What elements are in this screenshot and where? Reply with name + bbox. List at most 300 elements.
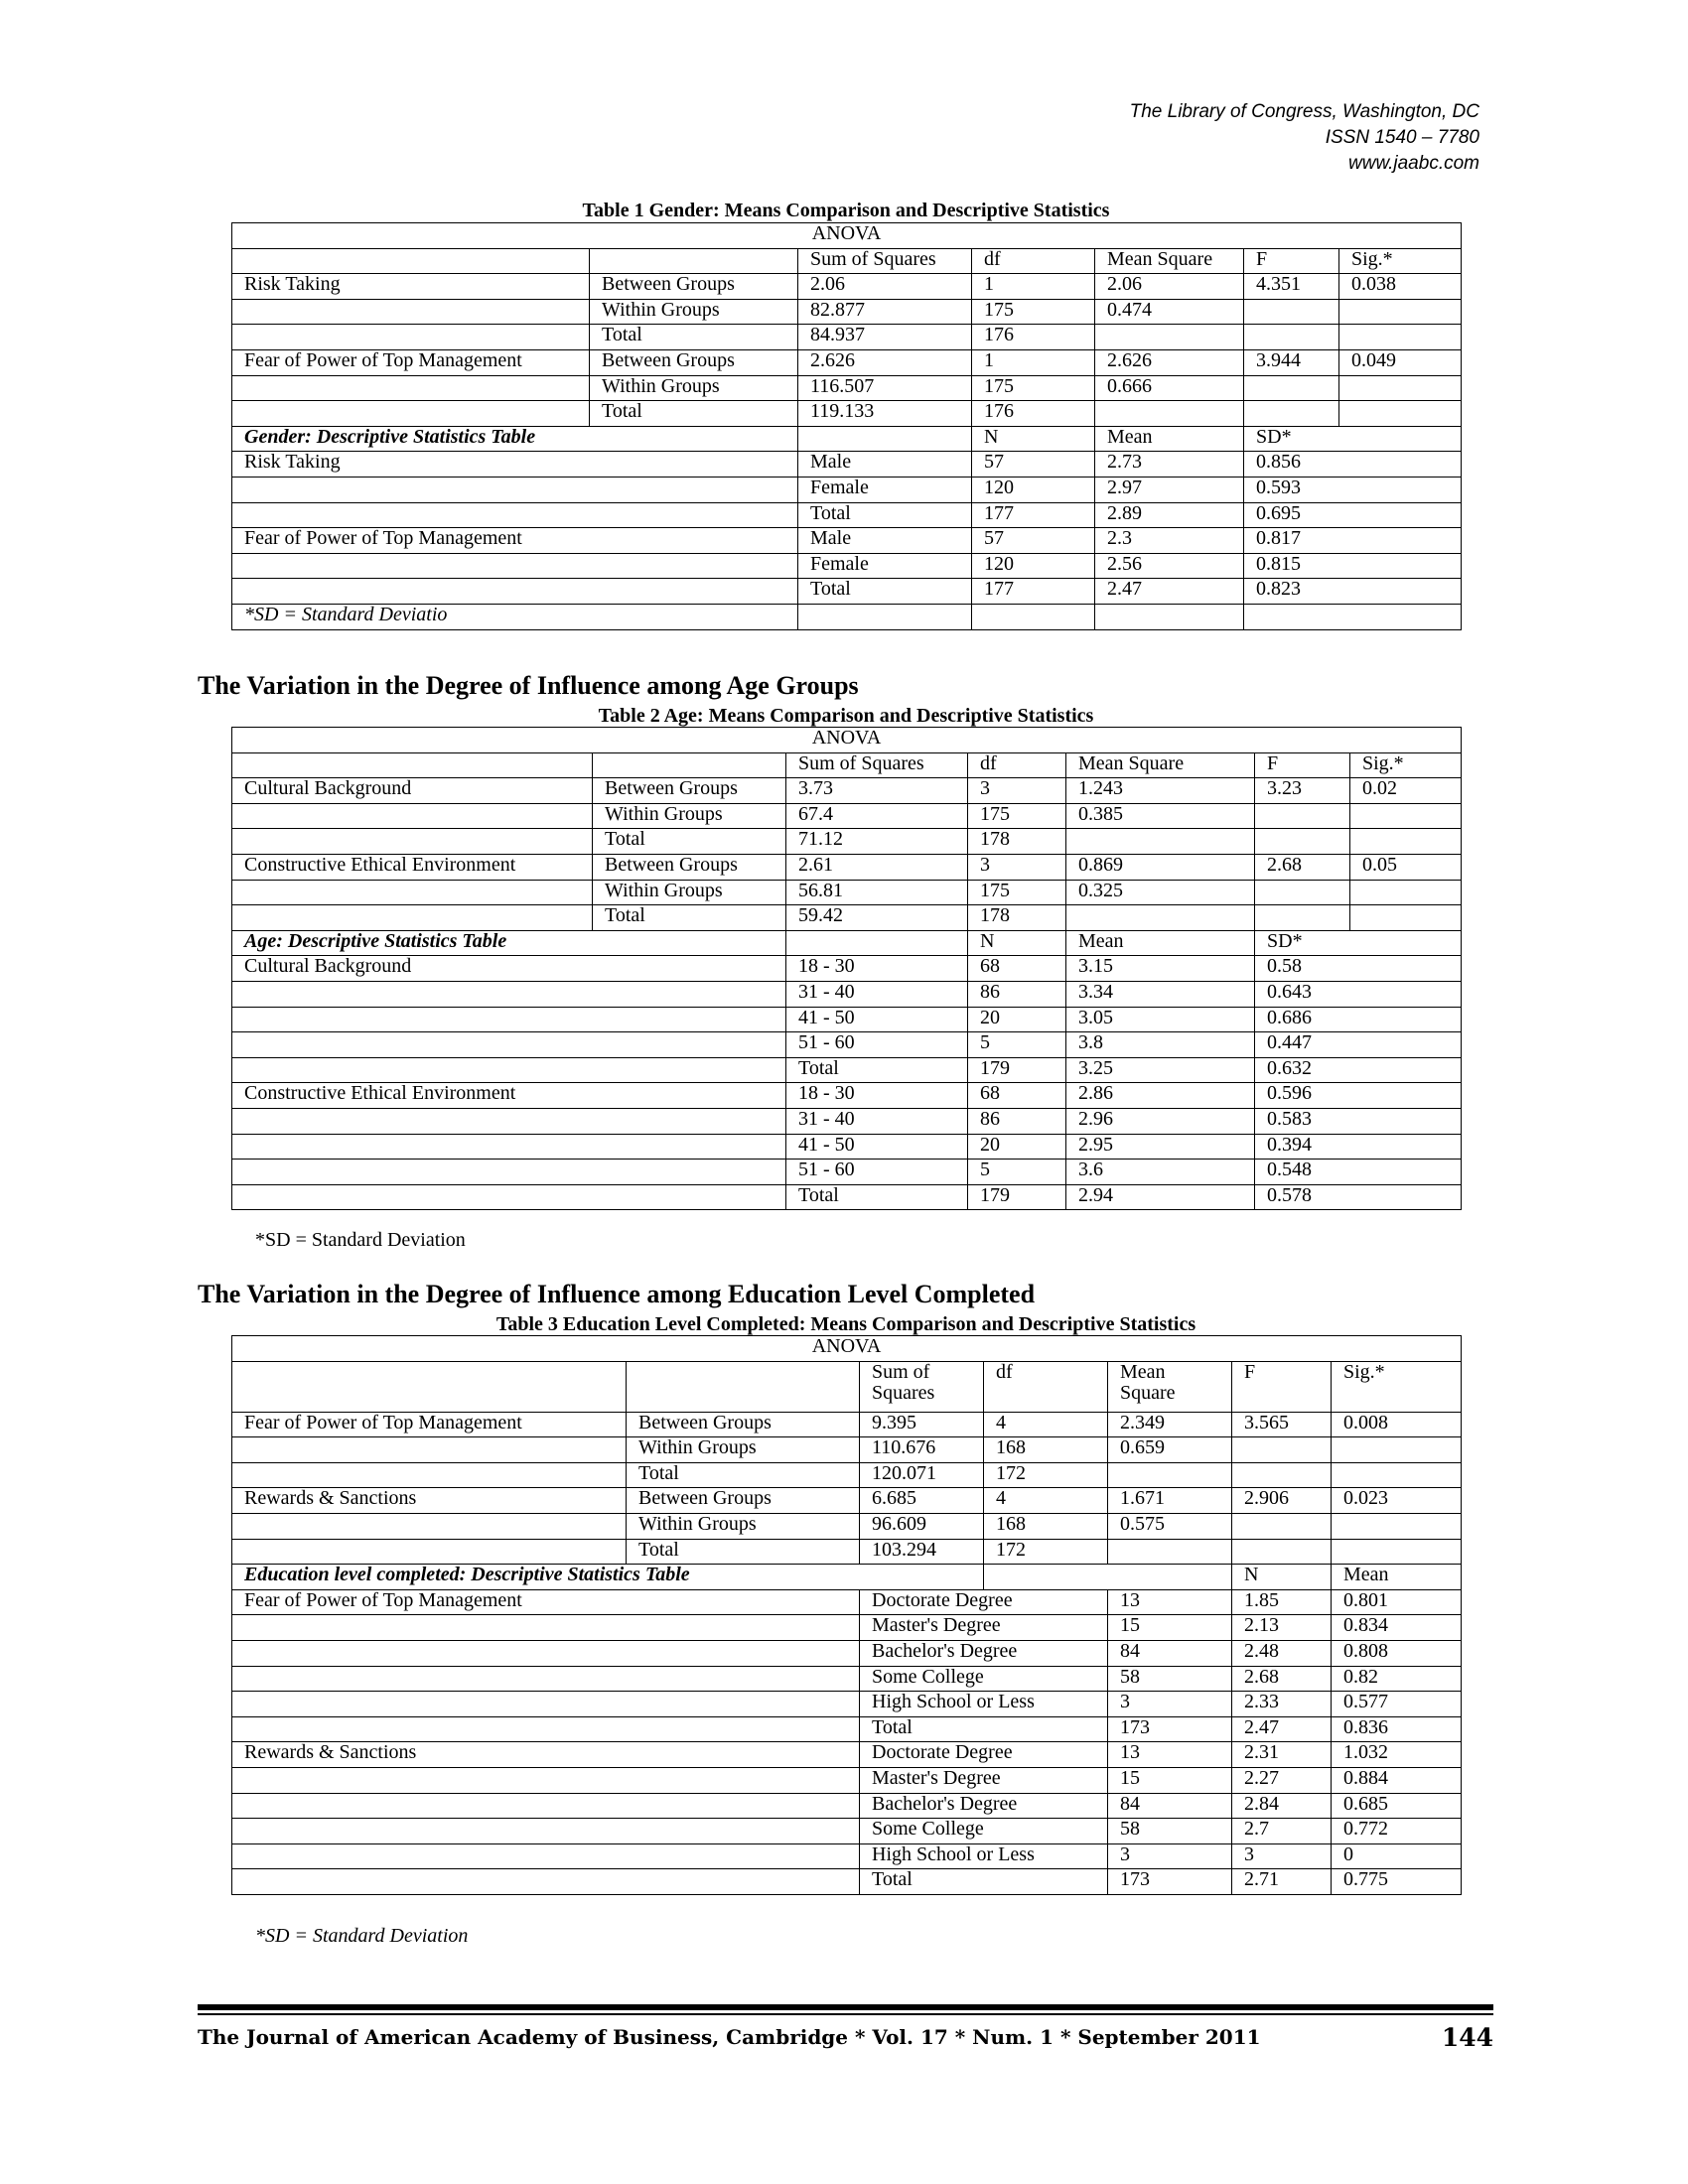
col-n: N — [968, 930, 1066, 956]
anova-cell-mean-square: 2.06 — [1095, 274, 1244, 300]
desc-cell-n: 68 — [968, 956, 1066, 982]
desc-cell-group: Total — [786, 1184, 968, 1210]
anova-cell-sum-of-squares: 110.676 — [860, 1437, 984, 1463]
desc-row — [232, 1589, 1462, 1615]
desc-cell-group: Master's Degree — [860, 1615, 1108, 1641]
desc-cell-variable — [232, 1007, 786, 1032]
desc-row — [232, 1184, 1462, 1210]
anova-header-row — [232, 248, 1462, 274]
anova-cell-source: Between Groups — [593, 778, 786, 804]
col-sd: SD* — [1255, 930, 1462, 956]
desc-cell-sd: 0 — [1332, 1843, 1462, 1869]
table1-footnote: *SD = Standard Deviatio — [232, 604, 798, 629]
desc-row — [232, 1083, 1462, 1109]
anova-cell-df: 175 — [968, 880, 1066, 905]
col-mean: Mean — [1066, 930, 1255, 956]
table1-caption: Table 1 Gender: Means Comparison and Descriptive Statistics — [582, 200, 1110, 221]
desc-row — [232, 1160, 1462, 1185]
desc-cell-sd: 0.548 — [1255, 1160, 1462, 1185]
anova-cell-mean-square: 1.243 — [1066, 778, 1255, 804]
anova-cell-mean-square — [1095, 401, 1244, 427]
desc-cell-sd: 0.686 — [1255, 1007, 1462, 1032]
anova-cell-sig — [1332, 1513, 1462, 1539]
desc-row — [232, 528, 1462, 554]
desc-cell-group: Female — [798, 477, 972, 502]
desc-row — [232, 1057, 1462, 1083]
anova-cell-variable — [232, 803, 593, 829]
desc-cell-n: 177 — [972, 579, 1095, 605]
anova-cell-mean-square: 2.349 — [1108, 1412, 1232, 1437]
desc-cell-mean: 2.48 — [1232, 1640, 1332, 1666]
desc-cell-mean: 3.8 — [1066, 1032, 1255, 1058]
desc-cell-variable — [232, 579, 798, 605]
anova-row — [232, 905, 1462, 931]
desc-cell-variable — [232, 1843, 860, 1869]
anova-row — [232, 349, 1462, 375]
anova-cell-source: Within Groups — [593, 803, 786, 829]
anova-header-row — [232, 1361, 1462, 1412]
desc-cell-variable: Constructive Ethical Environment — [232, 1083, 786, 1109]
anova-cell-source: Between Groups — [590, 349, 798, 375]
desc-cell-sd: 0.82 — [1332, 1666, 1462, 1692]
anova-cell-mean-square: 2.626 — [1095, 349, 1244, 375]
anova-cell-sig: 0.038 — [1339, 274, 1462, 300]
anova-cell-source: Total — [627, 1462, 860, 1488]
desc-cell-n: 58 — [1108, 1819, 1232, 1844]
desc-row — [232, 1666, 1462, 1692]
table2-footnote: *SD = Standard Deviation — [255, 1229, 466, 1251]
anova-cell-sum-of-squares: 119.133 — [798, 401, 972, 427]
desc-cell-n: 15 — [1108, 1615, 1232, 1641]
desc-cell-n: 84 — [1108, 1640, 1232, 1666]
anova-cell-sum-of-squares: 71.12 — [786, 829, 968, 855]
anova-cell-df: 175 — [968, 803, 1066, 829]
anova-cell-variable — [232, 1437, 627, 1463]
desc-cell-sd: 0.815 — [1244, 553, 1462, 579]
anova-cell-variable: Constructive Ethical Environment — [232, 854, 593, 880]
desc-cell-mean: 2.96 — [1066, 1108, 1255, 1134]
desc-cell-sd: 0.834 — [1332, 1615, 1462, 1641]
desc-row — [232, 477, 1462, 502]
anova-cell-df: 172 — [984, 1539, 1108, 1565]
anova-cell-mean-square — [1095, 325, 1244, 350]
anova-cell-mean-square — [1108, 1462, 1232, 1488]
desc-row — [232, 981, 1462, 1007]
anova-cell-source: Total — [627, 1539, 860, 1565]
desc-cell-group: Bachelor's Degree — [860, 1640, 1108, 1666]
desc-cell-mean: 3.6 — [1066, 1160, 1255, 1185]
desc-cell-group: Bachelor's Degree — [860, 1793, 1108, 1819]
desc-cell-sd: 0.685 — [1332, 1793, 1462, 1819]
desc-cell-mean: 3.34 — [1066, 981, 1255, 1007]
anova-label: ANOVA — [232, 223, 1462, 249]
anova-cell-f-value — [1244, 299, 1339, 325]
anova-cell-source: Total — [590, 401, 798, 427]
table1-footnote-row — [232, 604, 1462, 629]
desc-cell-mean: 2.68 — [1232, 1666, 1332, 1692]
anova-cell-f-value — [1244, 401, 1339, 427]
anova-cell-df: 4 — [984, 1488, 1108, 1514]
anova-cell-sig — [1332, 1462, 1462, 1488]
desc-cell-mean: 2.89 — [1095, 502, 1244, 528]
desc-cell-n: 173 — [1108, 1869, 1232, 1895]
anova-cell-source: Total — [590, 325, 798, 350]
anova-cell-sig — [1350, 803, 1462, 829]
desc-cell-variable — [232, 1057, 786, 1083]
desc-cell-variable — [232, 981, 786, 1007]
anova-row — [232, 1513, 1462, 1539]
col-df: df — [972, 248, 1095, 274]
anova-cell-sum-of-squares: 116.507 — [798, 375, 972, 401]
anova-cell-sum-of-squares: 84.937 — [798, 325, 972, 350]
desc-cell-mean: 2.31 — [1232, 1742, 1332, 1768]
anova-cell-df: 175 — [972, 375, 1095, 401]
section-heading-education: The Variation in the Degree of Influence among Education Level Completed — [198, 1280, 1036, 1308]
col-sig: Sig.* — [1339, 248, 1462, 274]
desc-cell-variable: Fear of Power of Top Management — [232, 1589, 860, 1615]
desc-cell-variable — [232, 1160, 786, 1185]
anova-cell-df: 4 — [984, 1412, 1108, 1437]
anova-cell-sum-of-squares: 120.071 — [860, 1462, 984, 1488]
desc-cell-group: Total — [798, 502, 972, 528]
anova-header-row — [232, 752, 1462, 778]
desc-cell-variable — [232, 1032, 786, 1058]
desc-cell-n: 13 — [1108, 1589, 1232, 1615]
anova-cell-df: 176 — [972, 325, 1095, 350]
desc-cell-sd: 0.801 — [1332, 1589, 1462, 1615]
desc-cell-sd: 0.596 — [1255, 1083, 1462, 1109]
anova-cell-sum-of-squares: 96.609 — [860, 1513, 984, 1539]
anova-cell-variable — [232, 905, 593, 931]
footer-rule-thin — [198, 2013, 1493, 2015]
anova-cell-mean-square: 0.385 — [1066, 803, 1255, 829]
anova-row — [232, 1488, 1462, 1514]
anova-cell-sig — [1339, 299, 1462, 325]
anova-cell-source: Between Groups — [593, 854, 786, 880]
desc-cell-n: 177 — [972, 502, 1095, 528]
anova-cell-f-value — [1244, 325, 1339, 350]
desc-cell-mean: 2.73 — [1095, 452, 1244, 478]
desc-cell-n: 173 — [1108, 1716, 1232, 1742]
anova-cell-f-value — [1255, 880, 1350, 905]
anova-cell-f-value: 2.906 — [1232, 1488, 1332, 1514]
table1 — [231, 222, 1462, 630]
anova-cell-variable — [232, 1513, 627, 1539]
anova-cell-mean-square: 0.575 — [1108, 1513, 1232, 1539]
header-issn: ISSN 1540 – 7780 — [1325, 127, 1479, 148]
desc-cell-sd: 0.58 — [1255, 956, 1462, 982]
desc-cell-sd: 0.808 — [1332, 1640, 1462, 1666]
table2 — [231, 727, 1462, 1210]
desc-cell-group: Some College — [860, 1819, 1108, 1844]
anova-cell-sig: 0.05 — [1350, 854, 1462, 880]
anova-cell-variable — [232, 1462, 627, 1488]
desc-row — [232, 1108, 1462, 1134]
anova-cell-variable — [232, 829, 593, 855]
anova-cell-variable — [232, 880, 593, 905]
anova-cell-variable: Cultural Background — [232, 778, 593, 804]
anova-cell-df: 168 — [984, 1437, 1108, 1463]
desc-cell-sd: 0.856 — [1244, 452, 1462, 478]
anova-label: ANOVA — [232, 1336, 1462, 1362]
desc-cell-mean: 3.25 — [1066, 1057, 1255, 1083]
desc-cell-n: 68 — [968, 1083, 1066, 1109]
desc-cell-group: Doctorate Degree — [860, 1742, 1108, 1768]
desc-cell-group: 31 - 40 — [786, 1108, 968, 1134]
anova-cell-sig — [1332, 1539, 1462, 1565]
desc-cell-n: 5 — [968, 1160, 1066, 1185]
desc-cell-sd: 0.695 — [1244, 502, 1462, 528]
desc-cell-sd: 1.032 — [1332, 1742, 1462, 1768]
desc-cell-group: Male — [798, 528, 972, 554]
anova-cell-df: 1 — [972, 274, 1095, 300]
anova-cell-df: 175 — [972, 299, 1095, 325]
desc-cell-sd: 0.836 — [1332, 1716, 1462, 1742]
desc-cell-group: High School or Less — [860, 1692, 1108, 1717]
desc-cell-variable — [232, 1692, 860, 1717]
desc-cell-n: 5 — [968, 1032, 1066, 1058]
anova-cell-mean-square: 0.869 — [1066, 854, 1255, 880]
col-mean-square: Mean Square — [1108, 1361, 1232, 1412]
desc-cell-variable: Fear of Power of Top Management — [232, 528, 798, 554]
anova-cell-df: 172 — [984, 1462, 1108, 1488]
anova-cell-variable: Fear of Power of Top Management — [232, 1412, 627, 1437]
anova-cell-mean-square: 0.325 — [1066, 880, 1255, 905]
anova-row — [232, 375, 1462, 401]
desc-cell-n: 179 — [968, 1184, 1066, 1210]
anova-cell-sig — [1332, 1437, 1462, 1463]
desc-cell-n: 3 — [1108, 1692, 1232, 1717]
anova-cell-sum-of-squares: 9.395 — [860, 1412, 984, 1437]
desc-cell-group: 51 - 60 — [786, 1160, 968, 1185]
anova-cell-sum-of-squares: 82.877 — [798, 299, 972, 325]
desc-cell-mean: 1.85 — [1232, 1589, 1332, 1615]
col-mean: Mean — [1332, 1565, 1462, 1590]
footer-rule-thick — [198, 2004, 1493, 2010]
desc-cell-variable — [232, 1108, 786, 1134]
anova-cell-source: Total — [593, 905, 786, 931]
anova-cell-variable — [232, 325, 590, 350]
desc-cell-group: Total — [860, 1716, 1108, 1742]
header-library: The Library of Congress, Washington, DC — [1129, 101, 1479, 122]
desc-title: Age: Descriptive Statistics Table — [232, 930, 786, 956]
desc-cell-mean: 2.13 — [1232, 1615, 1332, 1641]
desc-cell-variable — [232, 1793, 860, 1819]
desc-cell-mean: 2.84 — [1232, 1793, 1332, 1819]
anova-cell-source: Within Groups — [627, 1513, 860, 1539]
desc-cell-n: 84 — [1108, 1793, 1232, 1819]
table3-footnote: *SD = Standard Deviation — [255, 1925, 469, 1947]
desc-cell-sd: 0.577 — [1332, 1692, 1462, 1717]
desc-cell-group: 51 - 60 — [786, 1032, 968, 1058]
desc-cell-sd: 0.772 — [1332, 1819, 1462, 1844]
anova-cell-sig: 0.049 — [1339, 349, 1462, 375]
desc-cell-n: 120 — [972, 477, 1095, 502]
anova-row — [232, 778, 1462, 804]
anova-cell-f-value — [1244, 375, 1339, 401]
desc-cell-variable — [232, 1134, 786, 1160]
desc-cell-variable: Rewards & Sanctions — [232, 1742, 860, 1768]
anova-cell-df: 3 — [968, 854, 1066, 880]
anova-cell-sig: 0.023 — [1332, 1488, 1462, 1514]
desc-row — [232, 1007, 1462, 1032]
desc-row — [232, 1134, 1462, 1160]
desc-cell-group: Total — [798, 579, 972, 605]
anova-cell-mean-square — [1108, 1539, 1232, 1565]
anova-cell-sum-of-squares: 3.73 — [786, 778, 968, 804]
anova-cell-f-value — [1255, 803, 1350, 829]
desc-cell-n: 15 — [1108, 1767, 1232, 1793]
anova-cell-sig: 0.02 — [1350, 778, 1462, 804]
desc-cell-variable: Cultural Background — [232, 956, 786, 982]
desc-cell-sd: 0.394 — [1255, 1134, 1462, 1160]
desc-row — [232, 956, 1462, 982]
desc-row — [232, 579, 1462, 605]
col-n: N — [1232, 1565, 1332, 1590]
anova-cell-sig — [1350, 829, 1462, 855]
anova-cell-mean-square: 0.659 — [1108, 1437, 1232, 1463]
anova-cell-df: 178 — [968, 905, 1066, 931]
anova-cell-source: Within Groups — [590, 375, 798, 401]
desc-row — [232, 1819, 1462, 1844]
desc-cell-group: Total — [860, 1869, 1108, 1895]
desc-cell-n: 20 — [968, 1007, 1066, 1032]
anova-row — [232, 325, 1462, 350]
desc-cell-variable — [232, 553, 798, 579]
desc-cell-variable — [232, 1767, 860, 1793]
anova-cell-variable: Rewards & Sanctions — [232, 1488, 627, 1514]
col-mean: Mean — [1095, 426, 1244, 452]
header-url: www.jaabc.com — [1348, 153, 1479, 174]
col-df: df — [968, 752, 1066, 778]
anova-cell-f-value — [1232, 1437, 1332, 1463]
desc-cell-mean: 2.47 — [1232, 1716, 1332, 1742]
desc-cell-mean: 3 — [1232, 1843, 1332, 1869]
anova-cell-f-value: 4.351 — [1244, 274, 1339, 300]
desc-cell-n: 3 — [1108, 1843, 1232, 1869]
anova-cell-mean-square — [1066, 905, 1255, 931]
anova-cell-sig — [1339, 401, 1462, 427]
anova-cell-sig — [1350, 905, 1462, 931]
anova-row — [232, 1437, 1462, 1463]
desc-cell-mean: 2.56 — [1095, 553, 1244, 579]
desc-cell-sd: 0.583 — [1255, 1108, 1462, 1134]
anova-cell-variable — [232, 1539, 627, 1565]
desc-cell-group: 31 - 40 — [786, 981, 968, 1007]
col-sum-of-squares: Sum of Squares — [860, 1361, 984, 1412]
desc-cell-sd: 0.447 — [1255, 1032, 1462, 1058]
desc-title: Gender: Descriptive Statistics Table — [232, 426, 798, 452]
anova-cell-source: Within Groups — [593, 880, 786, 905]
anova-cell-sum-of-squares: 6.685 — [860, 1488, 984, 1514]
desc-cell-n: 179 — [968, 1057, 1066, 1083]
desc-cell-mean: 2.94 — [1066, 1184, 1255, 1210]
desc-header-row — [232, 930, 1462, 956]
anova-cell-f-value — [1232, 1539, 1332, 1565]
desc-cell-mean: 2.97 — [1095, 477, 1244, 502]
desc-cell-variable: Risk Taking — [232, 452, 798, 478]
anova-row — [232, 880, 1462, 905]
anova-cell-variable — [232, 375, 590, 401]
desc-row — [232, 1615, 1462, 1641]
anova-cell-source: Within Groups — [590, 299, 798, 325]
anova-cell-mean-square — [1066, 829, 1255, 855]
desc-cell-sd: 0.632 — [1255, 1057, 1462, 1083]
col-mean-square: Mean Square — [1066, 752, 1255, 778]
anova-cell-sum-of-squares: 2.06 — [798, 274, 972, 300]
desc-cell-sd: 0.578 — [1255, 1184, 1462, 1210]
anova-cell-sig — [1339, 375, 1462, 401]
anova-cell-source: Between Groups — [627, 1488, 860, 1514]
anova-cell-f-value: 3.23 — [1255, 778, 1350, 804]
desc-row — [232, 1692, 1462, 1717]
footer-journal: The Journal of American Academy of Business, Cambridge * Vol. 17 * Num. 1 * September 2011 — [198, 2025, 1261, 2049]
desc-cell-group: Master's Degree — [860, 1767, 1108, 1793]
desc-cell-variable — [232, 1869, 860, 1895]
anova-cell-mean-square: 0.666 — [1095, 375, 1244, 401]
anova-row — [232, 1539, 1462, 1565]
desc-cell-sd: 0.884 — [1332, 1767, 1462, 1793]
anova-cell-sum-of-squares: 67.4 — [786, 803, 968, 829]
table3-caption: Table 3 Education Level Completed: Means Comparison and Descriptive Statistics — [495, 1313, 1196, 1335]
anova-cell-f-value: 3.944 — [1244, 349, 1339, 375]
desc-cell-variable — [232, 1819, 860, 1844]
desc-cell-mean: 3.05 — [1066, 1007, 1255, 1032]
desc-row — [232, 1032, 1462, 1058]
desc-cell-n: 58 — [1108, 1666, 1232, 1692]
desc-cell-mean: 2.71 — [1232, 1869, 1332, 1895]
anova-cell-variable — [232, 299, 590, 325]
page-number: 144 — [1441, 2023, 1493, 2052]
col-sig: Sig.* — [1350, 752, 1462, 778]
desc-cell-group: Male — [798, 452, 972, 478]
anova-row — [232, 854, 1462, 880]
anova-cell-mean-square: 1.671 — [1108, 1488, 1232, 1514]
desc-cell-n: 86 — [968, 981, 1066, 1007]
desc-cell-mean: 2.7 — [1232, 1819, 1332, 1844]
anova-row — [232, 829, 1462, 855]
desc-row — [232, 1716, 1462, 1742]
desc-cell-variable — [232, 1184, 786, 1210]
desc-cell-mean: 2.33 — [1232, 1692, 1332, 1717]
anova-row — [232, 274, 1462, 300]
anova-cell-source: Total — [593, 829, 786, 855]
anova-row — [232, 299, 1462, 325]
desc-title: Education level completed: Descriptive Statistics Table — [232, 1565, 984, 1590]
desc-cell-variable — [232, 502, 798, 528]
anova-cell-f-value — [1255, 905, 1350, 931]
desc-row — [232, 1742, 1462, 1768]
desc-cell-group: Doctorate Degree — [860, 1589, 1108, 1615]
anova-row — [232, 1462, 1462, 1488]
anova-cell-df: 3 — [968, 778, 1066, 804]
anova-cell-sig: 0.008 — [1332, 1412, 1462, 1437]
anova-cell-mean-square: 0.474 — [1095, 299, 1244, 325]
desc-cell-variable — [232, 1666, 860, 1692]
desc-cell-n: 86 — [968, 1108, 1066, 1134]
desc-cell-variable — [232, 1615, 860, 1641]
desc-cell-n: 13 — [1108, 1742, 1232, 1768]
anova-label: ANOVA — [232, 728, 1462, 753]
desc-cell-group: High School or Less — [860, 1843, 1108, 1869]
table2-caption: Table 2 Age: Means Comparison and Descriptive Statistics — [598, 705, 1094, 727]
anova-cell-df: 178 — [968, 829, 1066, 855]
desc-cell-mean: 2.27 — [1232, 1767, 1332, 1793]
desc-cell-mean: 2.47 — [1095, 579, 1244, 605]
anova-cell-f-value: 3.565 — [1232, 1412, 1332, 1437]
desc-cell-mean: 2.3 — [1095, 528, 1244, 554]
section-heading-age: The Variation in the Degree of Influence among Age Groups — [198, 671, 859, 700]
